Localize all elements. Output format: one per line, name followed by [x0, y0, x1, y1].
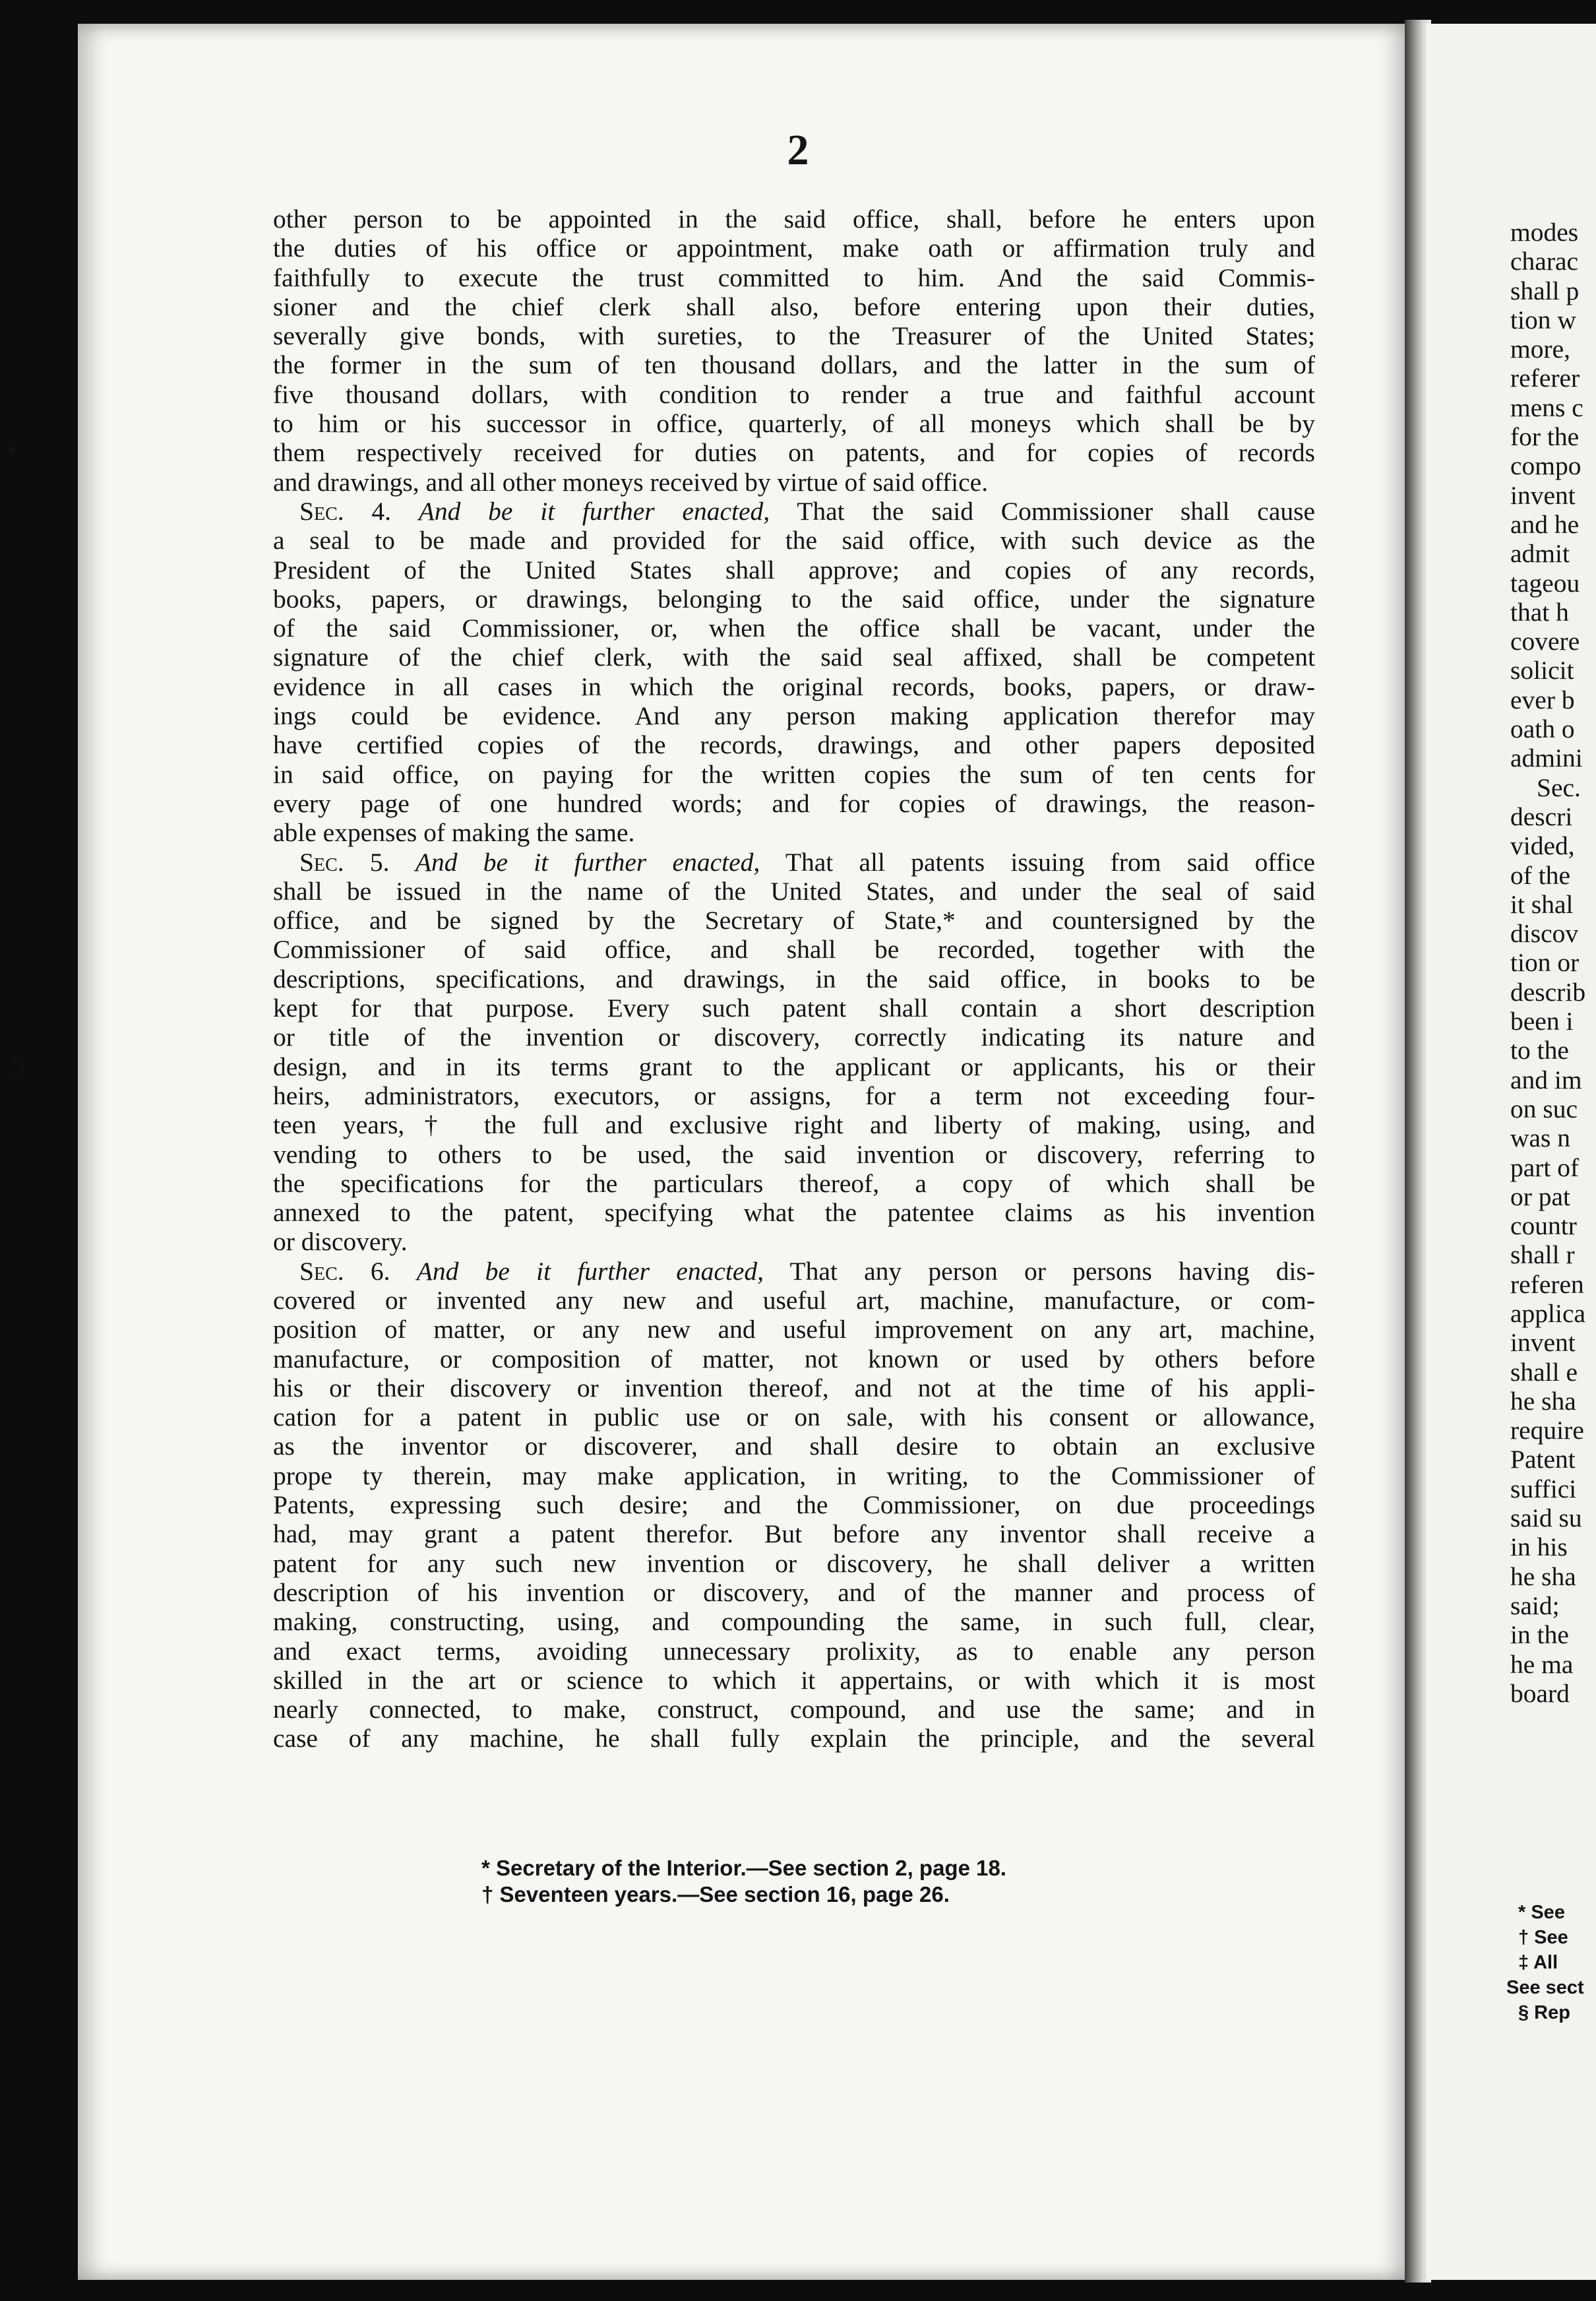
- right-page-line: more,: [1510, 334, 1571, 364]
- right-page-line: covere: [1510, 627, 1580, 656]
- text-line: [273, 1490, 1315, 1519]
- line-text: Patents, expressing such desire; and the Commissioner, on due proceedings: [273, 1490, 1315, 1520]
- right-page-line: invent: [1510, 1328, 1576, 1358]
- section-number: Sec. 6.: [299, 1256, 390, 1286]
- text-line: [273, 1578, 1315, 1607]
- right-page-line: of the: [1510, 860, 1571, 890]
- line-text: description of his invention or discovery, and of the manner and process of: [273, 1577, 1315, 1607]
- line-text: a seal to be made and provided for the said office, with such device as the: [273, 526, 1315, 555]
- text-line: [273, 263, 1315, 292]
- right-page-line: and he: [1510, 509, 1580, 539]
- line-text: of the said Commissioner, or, when the office shall be vacant, under the: [273, 614, 1315, 643]
- line-text: five thousand dollars, with condition to render a true and faithful account: [273, 379, 1315, 409]
- right-page-line: tion w: [1510, 305, 1576, 334]
- line-text: skilled in the art or science to which it appertains, or with which it is most: [273, 1665, 1315, 1695]
- footnote: * Secretary of the Interior.—See section 2, page 18.: [481, 1856, 1006, 1880]
- text-line: [273, 1198, 1315, 1227]
- right-page-line: countr: [1510, 1211, 1577, 1241]
- text-line: [273, 1257, 1315, 1286]
- right-page-line: Patent: [1510, 1445, 1576, 1474]
- line-text: faithfully to execute the trust committed to him. And the said Commis-: [273, 263, 1315, 292]
- right-page-line: that h: [1510, 597, 1569, 627]
- section-number: Sec. 5.: [299, 847, 390, 877]
- line-text: making, constructing, using, and compounding the same, in such full, clear,: [273, 1607, 1315, 1637]
- right-page-line: invent: [1510, 480, 1576, 510]
- line-text: heirs, administrators, executors, or assigns, for a term not exceeding four-: [273, 1081, 1315, 1110]
- right-page-line: solicit: [1510, 656, 1574, 685]
- line-text: books, papers, or drawings, belonging to the said office, under the signature: [273, 584, 1315, 614]
- right-page-line: describ: [1510, 977, 1586, 1007]
- scan-speck: [12, 1057, 17, 1063]
- text-line: [273, 789, 1315, 818]
- right-page-line: tion or: [1510, 948, 1580, 978]
- text-line: [273, 906, 1315, 935]
- text-line: [273, 1286, 1315, 1315]
- footnote: † Seventeen years.—See section 16, page 26.: [481, 1882, 950, 1907]
- right-page-line: in the: [1510, 1620, 1569, 1650]
- right-page-line: ever b: [1510, 685, 1575, 714]
- text-line: [273, 205, 1315, 234]
- right-page-line: tageou: [1510, 568, 1580, 598]
- line-text: his or their discovery or invention thereof, and not at the time of his appli-: [273, 1373, 1315, 1403]
- line-text: President of the United States shall approve; and copies of any records,: [273, 555, 1315, 584]
- text-line: [273, 234, 1315, 263]
- text-line: [273, 1666, 1315, 1695]
- right-page-line: he sha: [1510, 1561, 1576, 1591]
- line-text: in said office, on paying for the written copies the sum of ten cents for: [273, 759, 1315, 789]
- right-page-line: for the: [1510, 422, 1580, 452]
- text-line: [273, 380, 1315, 409]
- right-page-footnote: § Rep: [1518, 2002, 1570, 2023]
- text-line: [273, 321, 1315, 350]
- text-line: [273, 350, 1315, 379]
- right-page-line: applica: [1510, 1298, 1586, 1328]
- enacting-clause: And be it further enacted,: [416, 1256, 764, 1286]
- text-line: [273, 672, 1315, 701]
- line-text: annexed to the patent, specifying what the patentee claims as his invention: [273, 1198, 1315, 1228]
- line-text: manufacture, or composition of matter, not known or used by others before: [273, 1344, 1315, 1373]
- line-text: patent for any such new invention or discovery, he shall deliver a written: [273, 1548, 1315, 1578]
- text-line: [273, 555, 1315, 584]
- text-line: [273, 1140, 1315, 1169]
- text-line: [273, 1373, 1315, 1403]
- text-line: [273, 1052, 1315, 1081]
- text-line: [273, 1724, 1315, 1753]
- right-page-line: shall r: [1510, 1240, 1575, 1270]
- right-page-line: admit: [1510, 539, 1570, 569]
- text-line: [273, 1432, 1315, 1461]
- line-text: the former in the sum of ten thousand dollars, and the latter in the sum of: [273, 350, 1315, 380]
- line-text: as the inventor or discoverer, and shall desire to obtain an exclusive: [273, 1432, 1315, 1461]
- right-page-line: on suc: [1510, 1094, 1578, 1123]
- line-text: position of matter, or any new and useful improvement on any art, machine,: [273, 1315, 1315, 1344]
- line-text: able expenses of making the same.: [273, 818, 635, 848]
- right-page-text: [1510, 218, 1585, 1708]
- page-number: 2: [787, 126, 809, 174]
- line-text: shall be issued in the name of the United States, and under the seal of said: [273, 876, 1315, 906]
- text-line: [273, 584, 1315, 614]
- right-page-footnote: See sect: [1506, 1977, 1584, 1998]
- right-page-line: or pat: [1510, 1182, 1571, 1211]
- line-text: evidence in all cases in which the original records, books, papers, or draw-: [273, 672, 1315, 701]
- text-line: [273, 468, 1315, 497]
- right-page-line: suffici: [1510, 1474, 1577, 1503]
- text-line: [273, 526, 1315, 555]
- line-text: Commissioner of said office, and shall be recorded, together with the: [273, 935, 1315, 964]
- line-text: covered or invented any new and useful art, machine, manufacture, or com-: [273, 1285, 1315, 1315]
- line-text: cation for a patent in public use or on sale, with his consent or allowance,: [273, 1403, 1315, 1432]
- right-page-line: said su: [1510, 1503, 1582, 1533]
- right-page-line: been i: [1510, 1007, 1574, 1036]
- footnotes: [481, 1855, 1006, 1908]
- line-text: to him or his successor in office, quarterly, of all moneys which shall be by: [273, 409, 1315, 439]
- section-number: Sec. 4.: [299, 496, 392, 526]
- right-page-line: he ma: [1510, 1649, 1574, 1679]
- line-text: or discovery.: [273, 1227, 408, 1257]
- text-line: [273, 760, 1315, 789]
- line-text: had, may grant a patent therefor. But before any inventor shall receive a: [273, 1519, 1315, 1549]
- line-text: That any person or persons having dis-: [789, 1256, 1316, 1286]
- line-text: signature of the chief clerk, with the said seal affixed, shall be competent: [273, 643, 1315, 672]
- text-line: [273, 1169, 1315, 1198]
- text-line: [273, 1110, 1315, 1139]
- right-page-footnotes: [1506, 1900, 1584, 2025]
- right-page-line: and im: [1510, 1065, 1582, 1094]
- text-line: [273, 1695, 1315, 1724]
- right-page-line: to the: [1510, 1036, 1569, 1065]
- line-text: the duties of his office or appointment, make oath or affirmation truly and: [273, 234, 1315, 263]
- right-page-line: charac: [1510, 247, 1579, 276]
- right-page-line: shall p: [1510, 276, 1580, 305]
- text-line: [273, 614, 1315, 643]
- text-line: [273, 818, 1315, 847]
- scan-speck: [8, 446, 15, 454]
- text-line: [273, 701, 1315, 730]
- line-text: ings could be evidence. And any person making application therefor may: [273, 701, 1315, 731]
- line-text: prope ty therein, may make application, in writing, to the Commissioner of: [273, 1461, 1315, 1490]
- line-text: the specifications for the particulars thereof, a copy of which shall be: [273, 1168, 1315, 1198]
- text-line: [273, 877, 1315, 906]
- line-text: them respectively received for duties on patents, and for copies of records: [273, 438, 1315, 468]
- line-text: office, and be signed by the Secretary of State,* and countersigned by the: [273, 906, 1315, 935]
- line-text: severally give bonds, with sureties, to the Treasurer of the United States;: [273, 321, 1315, 351]
- text-line: [273, 409, 1315, 438]
- right-page-line: admini: [1510, 743, 1583, 773]
- right-page-line: discov: [1510, 919, 1579, 949]
- text-line: [273, 848, 1315, 877]
- right-page-line: was n: [1510, 1123, 1571, 1153]
- right-page-line: mens c: [1510, 393, 1583, 422]
- right-page-line: vided,: [1510, 831, 1575, 861]
- text-line: [273, 1023, 1315, 1052]
- right-page-line: Sec.: [1537, 772, 1581, 802]
- line-text: kept for that purpose. Every such patent shall contain a short description: [273, 993, 1315, 1023]
- enacting-clause: And be it further enacted,: [415, 847, 760, 877]
- text-line: [273, 438, 1315, 467]
- line-text: and exact terms, avoiding unnecessary prolixity, as to enable any person: [273, 1636, 1315, 1666]
- line-text: other person to be appointed in the said office, shall, before he enters upon: [273, 205, 1315, 234]
- right-page-line: board: [1510, 1678, 1570, 1708]
- text-line: [273, 1607, 1315, 1636]
- right-page-line: in his: [1510, 1532, 1568, 1562]
- text-line: [273, 497, 1315, 526]
- right-page-footnote: * See: [1518, 1902, 1565, 1923]
- text-line: [273, 1461, 1315, 1490]
- line-text: have certified copies of the records, drawings, and other papers deposited: [273, 730, 1315, 760]
- text-line: [273, 292, 1315, 321]
- right-page-line: descri: [1510, 802, 1573, 831]
- enacting-clause: And be it further enacted,: [418, 496, 770, 526]
- line-text: That all patents issuing from said office: [785, 847, 1316, 877]
- text-line: [273, 964, 1315, 993]
- text-line: [273, 1637, 1315, 1666]
- scan-speck: [20, 1063, 24, 1069]
- line-text: vending to others to be used, the said invention or discovery, referring to: [273, 1139, 1315, 1169]
- right-page-line: he sha: [1510, 1386, 1576, 1416]
- scan-speck: [15, 1075, 18, 1081]
- right-page-line: referer: [1510, 363, 1580, 393]
- right-page-line: shall e: [1510, 1357, 1578, 1387]
- right-page-line: said;: [1510, 1591, 1560, 1620]
- text-line: [273, 1227, 1315, 1256]
- text-line: [273, 1081, 1315, 1110]
- line-text: design, and in its terms grant to the applicant or applicants, his or their: [273, 1052, 1315, 1081]
- text-line: [273, 993, 1315, 1023]
- line-text: That the said Commissioner shall cause: [797, 496, 1316, 526]
- line-text: nearly connected, to make, construct, compound, and use the same; and in: [273, 1695, 1315, 1724]
- line-text: case of any machine, he shall fully explain the principle, and the several: [273, 1724, 1315, 1753]
- text-line: [273, 935, 1315, 964]
- text-line: [273, 730, 1315, 759]
- line-text: and drawings, and all other moneys received by virtue of said office.: [273, 467, 989, 497]
- right-page-footnote: ‡ All: [1518, 1952, 1558, 1973]
- line-text: every page of one hundred words; and for copies of drawings, the reason-: [273, 788, 1315, 818]
- right-page-line: referen: [1510, 1269, 1584, 1299]
- text-line: [273, 643, 1315, 672]
- line-text: or title of the invention or discovery, correctly indicating its nature and: [273, 1023, 1315, 1052]
- line-text: teen years,† the full and exclusive right and liberty of making, using, and: [273, 1110, 1315, 1140]
- right-page-line: it shal: [1510, 889, 1574, 919]
- text-line: [273, 1344, 1315, 1373]
- text-line: [273, 1403, 1315, 1432]
- right-page-line: part of: [1510, 1152, 1580, 1182]
- text-line: [273, 1549, 1315, 1578]
- text-line: [273, 1315, 1315, 1344]
- body-text: [273, 205, 1315, 1753]
- right-page-footnote: † See: [1518, 1927, 1568, 1948]
- text-line: [273, 1519, 1315, 1548]
- line-text: descriptions, specifications, and drawings, in the said office, in books to be: [273, 964, 1315, 993]
- line-text: sioner and the chief clerk shall also, before entering upon their duties,: [273, 292, 1315, 321]
- right-page-line: compo: [1510, 451, 1581, 481]
- right-page-line: require: [1510, 1416, 1584, 1445]
- right-page-line: modes: [1510, 218, 1579, 247]
- right-page-line: oath o: [1510, 714, 1575, 744]
